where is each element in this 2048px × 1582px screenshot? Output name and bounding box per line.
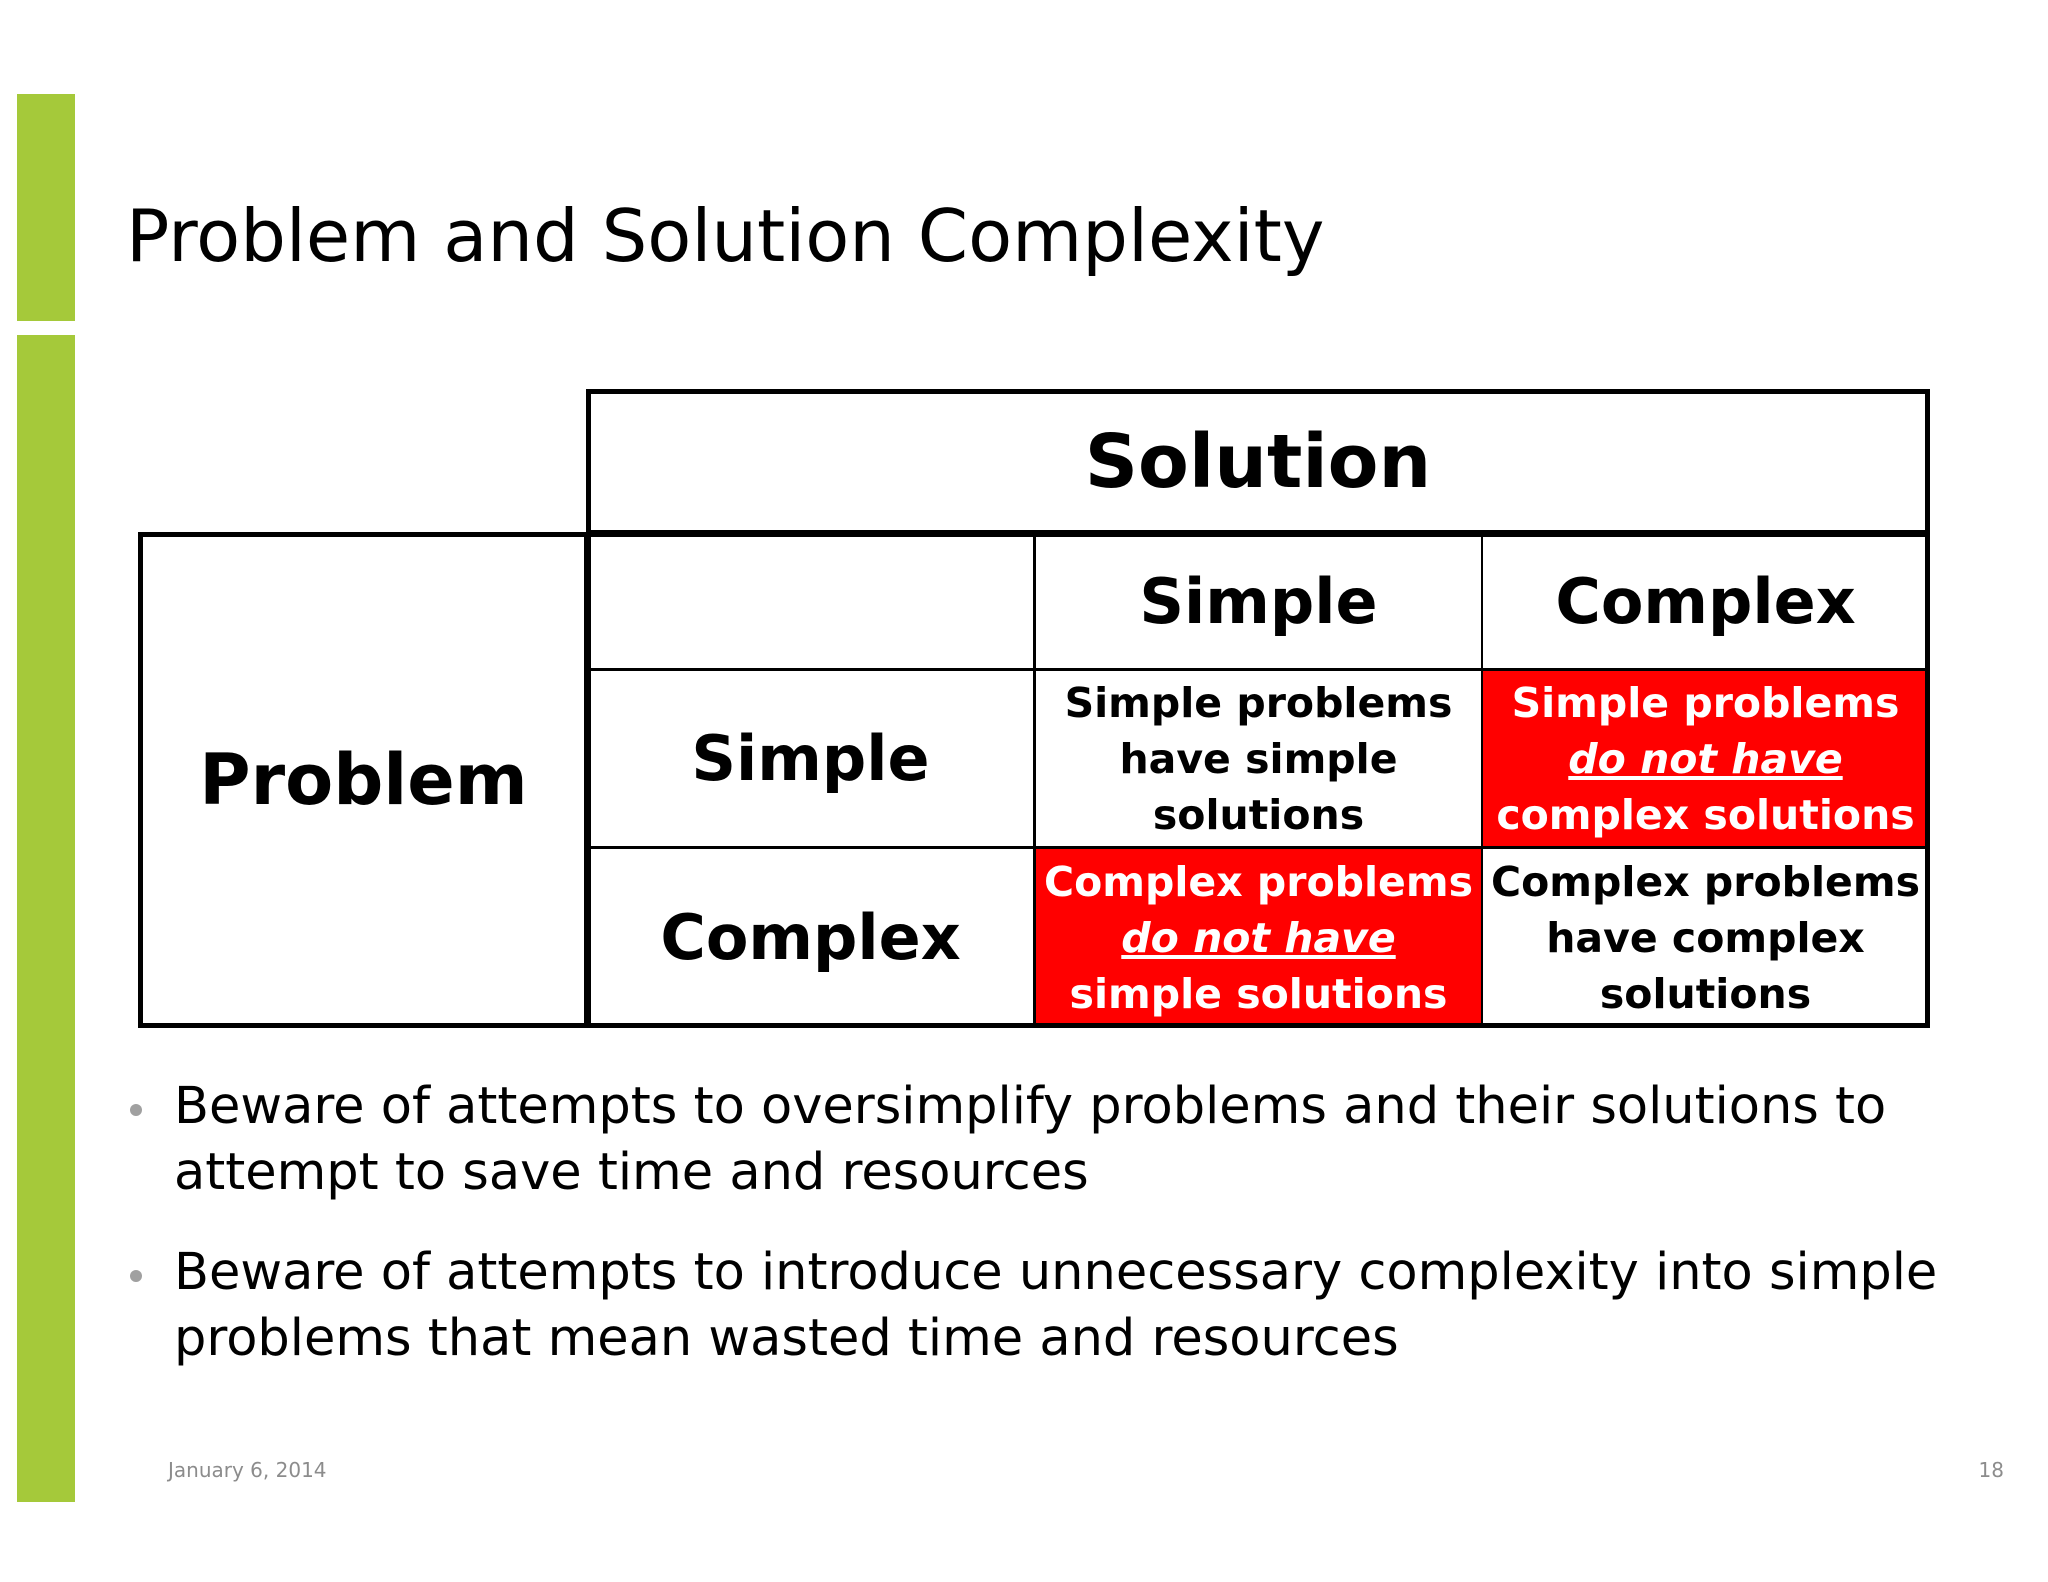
cell-text-after: complex solutions [1496, 790, 1915, 839]
accent-bar-bottom [17, 335, 75, 1502]
complexity-matrix [138, 389, 1930, 1028]
bullet-item [128, 1074, 1948, 1206]
cell-text-emphasis: do not have [1121, 913, 1396, 962]
solution-header: Solution [586, 389, 1930, 535]
row-header-simple: Simple [586, 669, 1035, 848]
bullet-dot-icon [130, 1104, 142, 1116]
column-header-complex: Complex [1481, 532, 1930, 670]
column-header-simple: Simple [1034, 532, 1483, 670]
cell-simple-problem-simple-solution: Simple problems have simple solutions [1034, 669, 1483, 848]
cell-simple-problem-complex-solution [1481, 669, 1930, 848]
bullet-list [128, 1074, 1948, 1406]
cell-complex-problem-simple-solution [1034, 847, 1483, 1028]
footer-date: January 6, 2014 [168, 1458, 327, 1482]
cell-text-before: Complex problems [1044, 857, 1473, 906]
problem-header: Problem [138, 532, 589, 1028]
cell-text-before: Simple problems [1511, 678, 1900, 727]
row-header-complex: Complex [586, 847, 1035, 1028]
slide-title: Problem and Solution Complexity [126, 194, 1325, 278]
cell-text-emphasis: do not have [1568, 734, 1843, 783]
cell-complex-problem-complex-solution: Complex problems have complex solutions [1481, 847, 1930, 1028]
page-number: 18 [1978, 1458, 2004, 1482]
matrix-corner-cell [586, 532, 1035, 670]
bullet-text: Beware of attempts to introduce unnecessary complexity into simple problems that mean wasted time and resources [174, 1243, 1938, 1368]
bullet-item [128, 1240, 1948, 1372]
cell-text-after: simple solutions [1069, 969, 1448, 1018]
bullet-text: Beware of attempts to oversimplify problems and their solutions to attempt to save time and resources [174, 1077, 1887, 1202]
bullet-dot-icon [130, 1270, 142, 1282]
accent-bar-top [17, 94, 75, 321]
